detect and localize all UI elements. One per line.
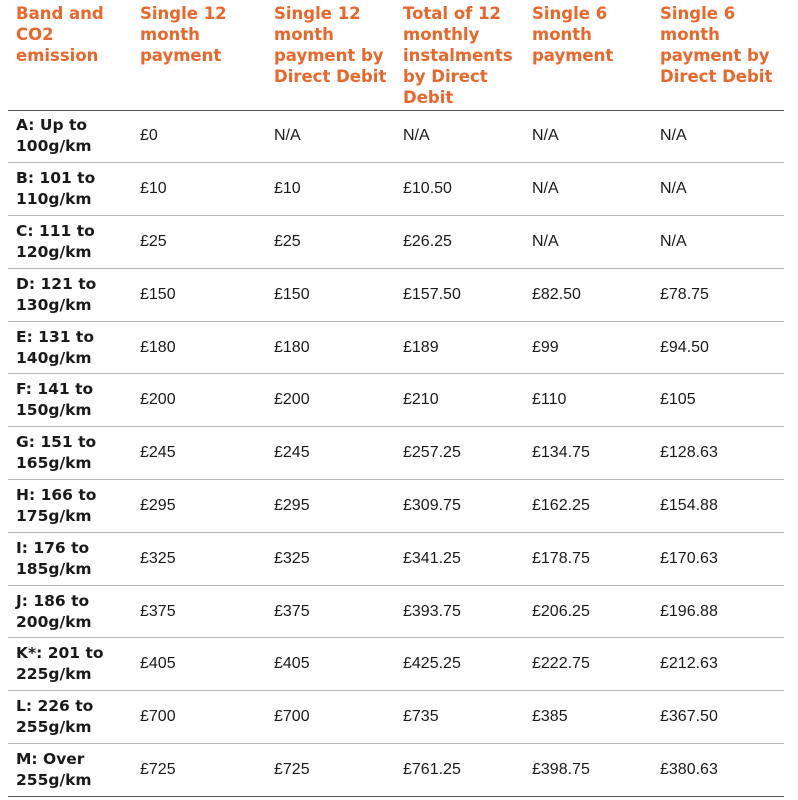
table-row bbox=[8, 532, 784, 585]
rate-cell: £341.25 bbox=[395, 532, 524, 585]
rate-cell: N/A bbox=[524, 216, 652, 269]
rate-cell: £375 bbox=[266, 585, 395, 638]
rate-cell: £78.75 bbox=[652, 268, 784, 321]
rate-cell: £200 bbox=[132, 374, 266, 427]
rate-cell: £162.25 bbox=[524, 480, 652, 533]
rate-cell: £26.25 bbox=[395, 216, 524, 269]
table-row bbox=[8, 110, 784, 163]
rate-cell: £170.63 bbox=[652, 532, 784, 585]
rate-cell: £200 bbox=[266, 374, 395, 427]
rate-cell: £134.75 bbox=[524, 427, 652, 480]
rate-cell: £375 bbox=[132, 585, 266, 638]
rate-cell: N/A bbox=[395, 110, 524, 163]
table-row bbox=[8, 691, 784, 744]
rate-cell: N/A bbox=[266, 110, 395, 163]
single-6-month-direct-debit-header: Single 6 month payment by Direct Debit bbox=[652, 0, 784, 110]
rate-cell: N/A bbox=[524, 110, 652, 163]
table-header bbox=[8, 0, 784, 110]
single-6-month-payment-header: Single 6 month payment bbox=[524, 0, 652, 110]
band-cell: C: 111 to 120g/km bbox=[8, 216, 132, 269]
rate-cell: £295 bbox=[132, 480, 266, 533]
rate-cell: £309.75 bbox=[395, 480, 524, 533]
rate-cell: £178.75 bbox=[524, 532, 652, 585]
table-body bbox=[8, 110, 784, 796]
rate-cell: £94.50 bbox=[652, 321, 784, 374]
table-row bbox=[8, 163, 784, 216]
rate-cell: £150 bbox=[132, 268, 266, 321]
rate-cell: £295 bbox=[266, 480, 395, 533]
rate-cell: £245 bbox=[266, 427, 395, 480]
rate-cell: £150 bbox=[266, 268, 395, 321]
rate-cell: £10.50 bbox=[395, 163, 524, 216]
rate-cell: £180 bbox=[266, 321, 395, 374]
rate-cell: £725 bbox=[266, 744, 395, 797]
band-cell: I: 176 to 185g/km bbox=[8, 532, 132, 585]
rate-cell: £180 bbox=[132, 321, 266, 374]
rate-cell: £398.75 bbox=[524, 744, 652, 797]
rate-cell: N/A bbox=[652, 163, 784, 216]
rate-cell: £189 bbox=[395, 321, 524, 374]
band-cell: L: 226 to 255g/km bbox=[8, 691, 132, 744]
rate-cell: £196.88 bbox=[652, 585, 784, 638]
table-row bbox=[8, 374, 784, 427]
rate-cell: £257.25 bbox=[395, 427, 524, 480]
rate-cell: £212.63 bbox=[652, 638, 784, 691]
rate-cell: £700 bbox=[266, 691, 395, 744]
rate-cell: £425.25 bbox=[395, 638, 524, 691]
rate-cell: N/A bbox=[652, 110, 784, 163]
rate-cell: £761.25 bbox=[395, 744, 524, 797]
rate-cell: £105 bbox=[652, 374, 784, 427]
table-row bbox=[8, 480, 784, 533]
single-12-month-payment-header: Single 12 month payment bbox=[132, 0, 266, 110]
rate-cell: £10 bbox=[266, 163, 395, 216]
band-cell: J: 186 to 200g/km bbox=[8, 585, 132, 638]
band-cell: E: 131 to 140g/km bbox=[8, 321, 132, 374]
rate-cell: £0 bbox=[132, 110, 266, 163]
rate-cell: £82.50 bbox=[524, 268, 652, 321]
rate-cell: £325 bbox=[266, 532, 395, 585]
rate-cell: £99 bbox=[524, 321, 652, 374]
rate-cell: £25 bbox=[132, 216, 266, 269]
rate-cell: £206.25 bbox=[524, 585, 652, 638]
band-cell: M: Over 255g/km bbox=[8, 744, 132, 797]
rate-cell: £222.75 bbox=[524, 638, 652, 691]
band-cell: B: 101 to 110g/km bbox=[8, 163, 132, 216]
band-column-header: Band and CO2 emission bbox=[8, 0, 132, 110]
table-row bbox=[8, 585, 784, 638]
table-row bbox=[8, 268, 784, 321]
header-row bbox=[8, 0, 784, 110]
rate-cell: £10 bbox=[132, 163, 266, 216]
rate-cell: £154.88 bbox=[652, 480, 784, 533]
band-cell: F: 141 to 150g/km bbox=[8, 374, 132, 427]
table-row bbox=[8, 638, 784, 691]
table-row bbox=[8, 427, 784, 480]
rate-cell: £735 bbox=[395, 691, 524, 744]
rate-cell: £325 bbox=[132, 532, 266, 585]
rate-cell: £157.50 bbox=[395, 268, 524, 321]
table-row bbox=[8, 216, 784, 269]
rate-cell: £700 bbox=[132, 691, 266, 744]
vehicle-tax-rates-table bbox=[8, 0, 784, 797]
single-12-month-direct-debit-header: Single 12 month payment by Direct Debit bbox=[266, 0, 395, 110]
rate-cell: £110 bbox=[524, 374, 652, 427]
rate-cell: £245 bbox=[132, 427, 266, 480]
total-12-monthly-instalments-header: Total of 12 monthly instalments by Direct Debit bbox=[395, 0, 524, 110]
rate-cell: £405 bbox=[266, 638, 395, 691]
table-row bbox=[8, 321, 784, 374]
rate-cell: N/A bbox=[524, 163, 652, 216]
band-cell: A: Up to 100g/km bbox=[8, 110, 132, 163]
rate-cell: £367.50 bbox=[652, 691, 784, 744]
band-cell: D: 121 to 130g/km bbox=[8, 268, 132, 321]
rate-cell: £405 bbox=[132, 638, 266, 691]
rate-cell: £385 bbox=[524, 691, 652, 744]
rate-cell: £380.63 bbox=[652, 744, 784, 797]
rate-cell: £128.63 bbox=[652, 427, 784, 480]
rate-cell: £210 bbox=[395, 374, 524, 427]
rate-cell: £725 bbox=[132, 744, 266, 797]
band-cell: K*: 201 to 225g/km bbox=[8, 638, 132, 691]
rate-cell: N/A bbox=[652, 216, 784, 269]
rate-cell: £393.75 bbox=[395, 585, 524, 638]
table-row bbox=[8, 744, 784, 797]
rate-cell: £25 bbox=[266, 216, 395, 269]
band-cell: H: 166 to 175g/km bbox=[8, 480, 132, 533]
band-cell: G: 151 to 165g/km bbox=[8, 427, 132, 480]
